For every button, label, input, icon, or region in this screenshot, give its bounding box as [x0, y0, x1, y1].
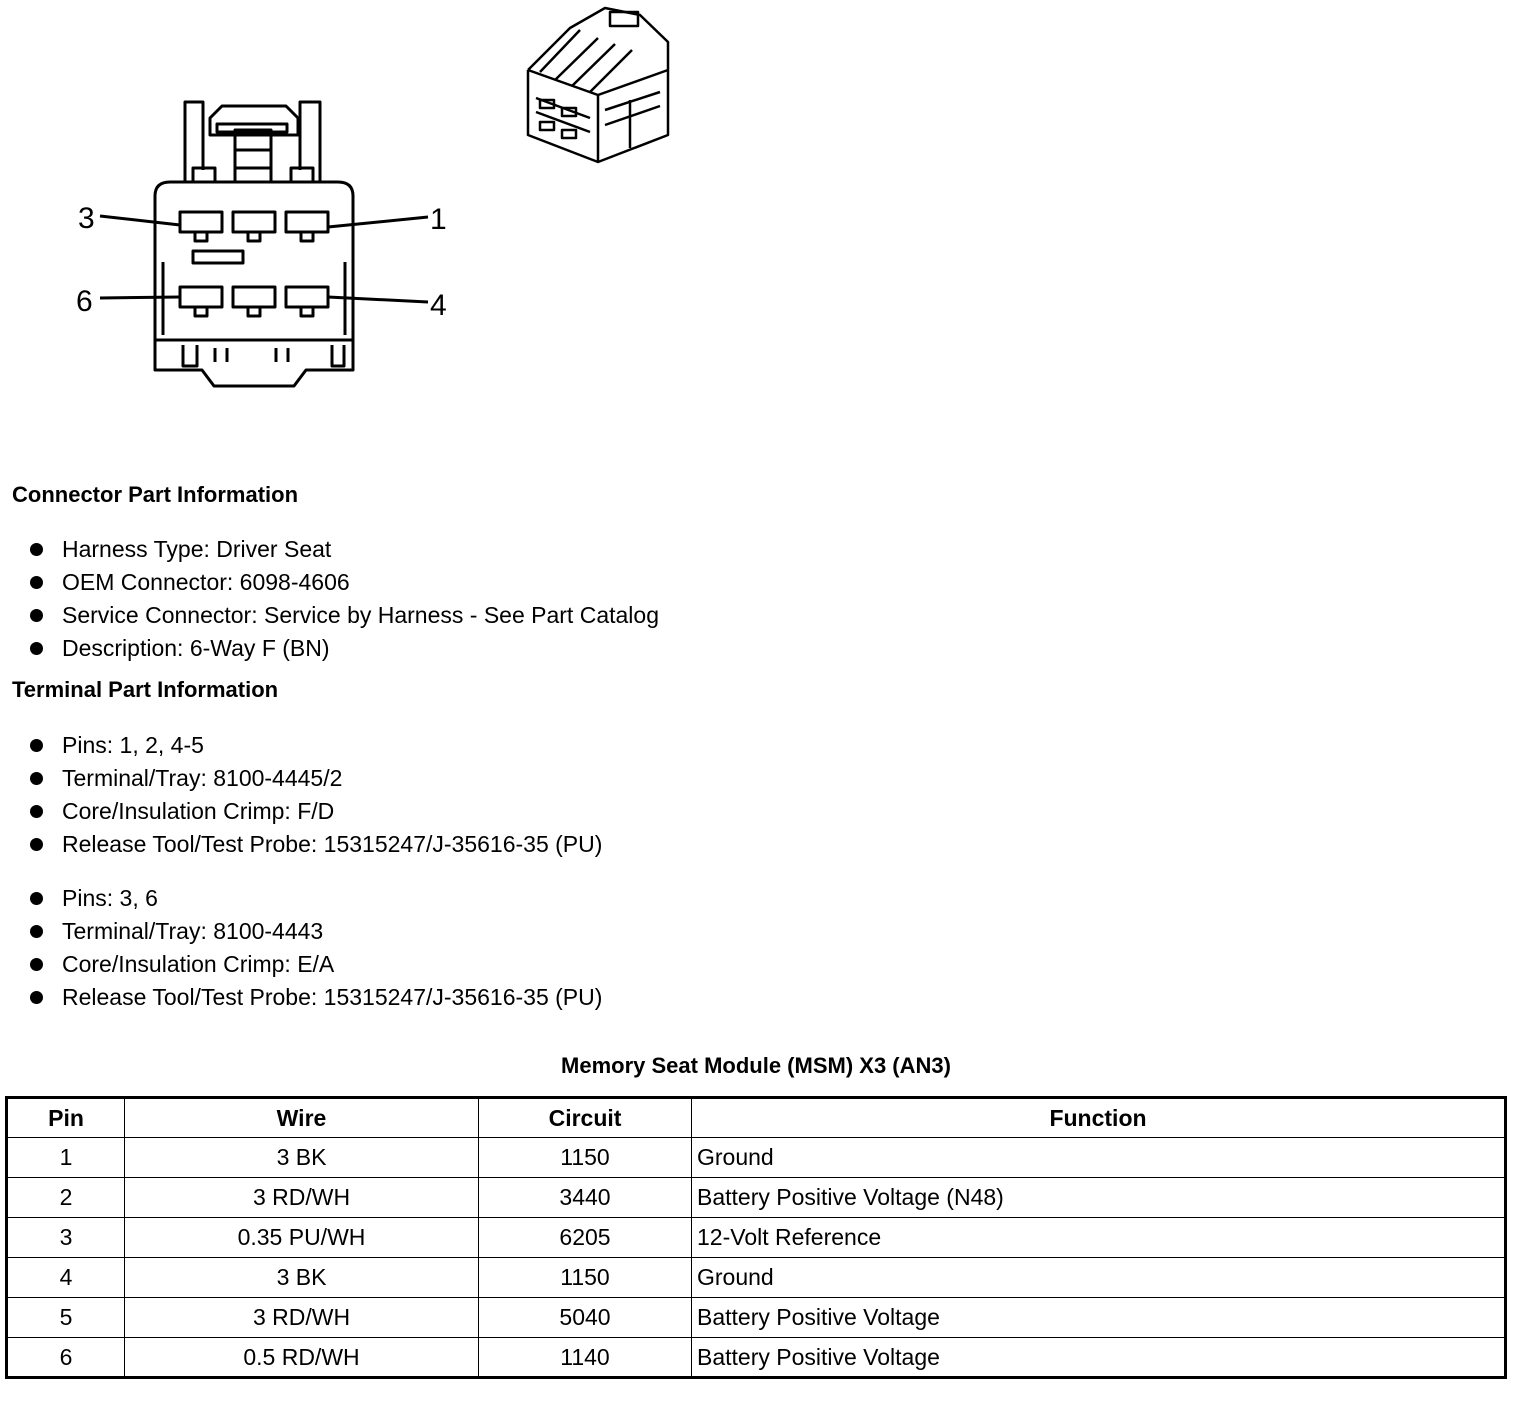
table-row — [7, 1178, 1506, 1218]
header-circuit: Circuit — [479, 1098, 692, 1138]
table-row — [7, 1138, 1506, 1178]
list-item: Service Connector: Service by Harness - See Part Catalog — [30, 599, 659, 632]
table-row — [7, 1218, 1506, 1258]
cell-function: Battery Positive Voltage — [692, 1298, 1506, 1338]
cell-wire: 3 BK — [125, 1258, 479, 1298]
list-item: Pins: 3, 6 — [30, 882, 602, 915]
list-item: Core/Insulation Crimp: F/D — [30, 795, 602, 828]
terminal-part-info-title: Terminal Part Information — [12, 677, 279, 702]
pin-callout-1: 1 — [430, 203, 447, 236]
cell-wire: 3 RD/WH — [125, 1298, 479, 1338]
cell-wire: 3 BK — [125, 1138, 479, 1178]
connector-isometric-icon — [528, 8, 668, 162]
header-wire: Wire — [125, 1098, 479, 1138]
list-item: Description: 6-Way F (BN) — [30, 632, 659, 665]
header-function: Function — [692, 1098, 1506, 1138]
header-pin: Pin — [7, 1098, 125, 1138]
cell-wire: 3 RD/WH — [125, 1178, 479, 1218]
list-item: Harness Type: Driver Seat — [30, 533, 659, 566]
cell-function: Battery Positive Voltage — [692, 1338, 1506, 1378]
table-row — [7, 1298, 1506, 1338]
list-item: Pins: 1, 2, 4-5 — [30, 729, 602, 762]
cell-function: Ground — [692, 1138, 1506, 1178]
pin-callout-6: 6 — [76, 285, 93, 318]
list-item: Release Tool/Test Probe: 15315247/J-35616-35 (PU) — [30, 981, 602, 1014]
connector-diagram — [0, 0, 700, 400]
terminal-info-list-1 — [30, 729, 602, 861]
table-row — [7, 1258, 1506, 1298]
cell-pin: 4 — [7, 1258, 125, 1298]
list-item: Core/Insulation Crimp: E/A — [30, 948, 602, 981]
connector-info-list — [30, 533, 659, 665]
table-row — [7, 1338, 1506, 1378]
cell-circuit: 6205 — [479, 1218, 692, 1258]
list-item: Release Tool/Test Probe: 15315247/J-35616-35 (PU) — [30, 828, 602, 861]
pin-callout-4: 4 — [430, 289, 447, 322]
connector-part-info-title: Connector Part Information — [12, 482, 299, 507]
cell-circuit: 3440 — [479, 1178, 692, 1218]
cell-function: Battery Positive Voltage (N48) — [692, 1178, 1506, 1218]
table-caption: Memory Seat Module (MSM) X3 (AN3) — [561, 1053, 951, 1078]
cell-pin: 6 — [7, 1338, 125, 1378]
cell-pin: 3 — [7, 1218, 125, 1258]
table-header-row — [7, 1098, 1506, 1138]
pinout-table — [5, 1096, 1507, 1379]
cell-function: Ground — [692, 1258, 1506, 1298]
cell-wire: 0.5 RD/WH — [125, 1338, 479, 1378]
cell-pin: 2 — [7, 1178, 125, 1218]
cell-pin: 1 — [7, 1138, 125, 1178]
cell-circuit: 1140 — [479, 1338, 692, 1378]
cell-function: 12-Volt Reference — [692, 1218, 1506, 1258]
cell-circuit: 1150 — [479, 1258, 692, 1298]
cell-circuit: 1150 — [479, 1138, 692, 1178]
list-item: Terminal/Tray: 8100-4445/2 — [30, 762, 602, 795]
cell-circuit: 5040 — [479, 1298, 692, 1338]
list-item: Terminal/Tray: 8100-4443 — [30, 915, 602, 948]
pin-callout-3: 3 — [78, 202, 95, 235]
cell-pin: 5 — [7, 1298, 125, 1338]
terminal-info-list-2 — [30, 882, 602, 1014]
list-item: OEM Connector: 6098-4606 — [30, 566, 659, 599]
cell-wire: 0.35 PU/WH — [125, 1218, 479, 1258]
